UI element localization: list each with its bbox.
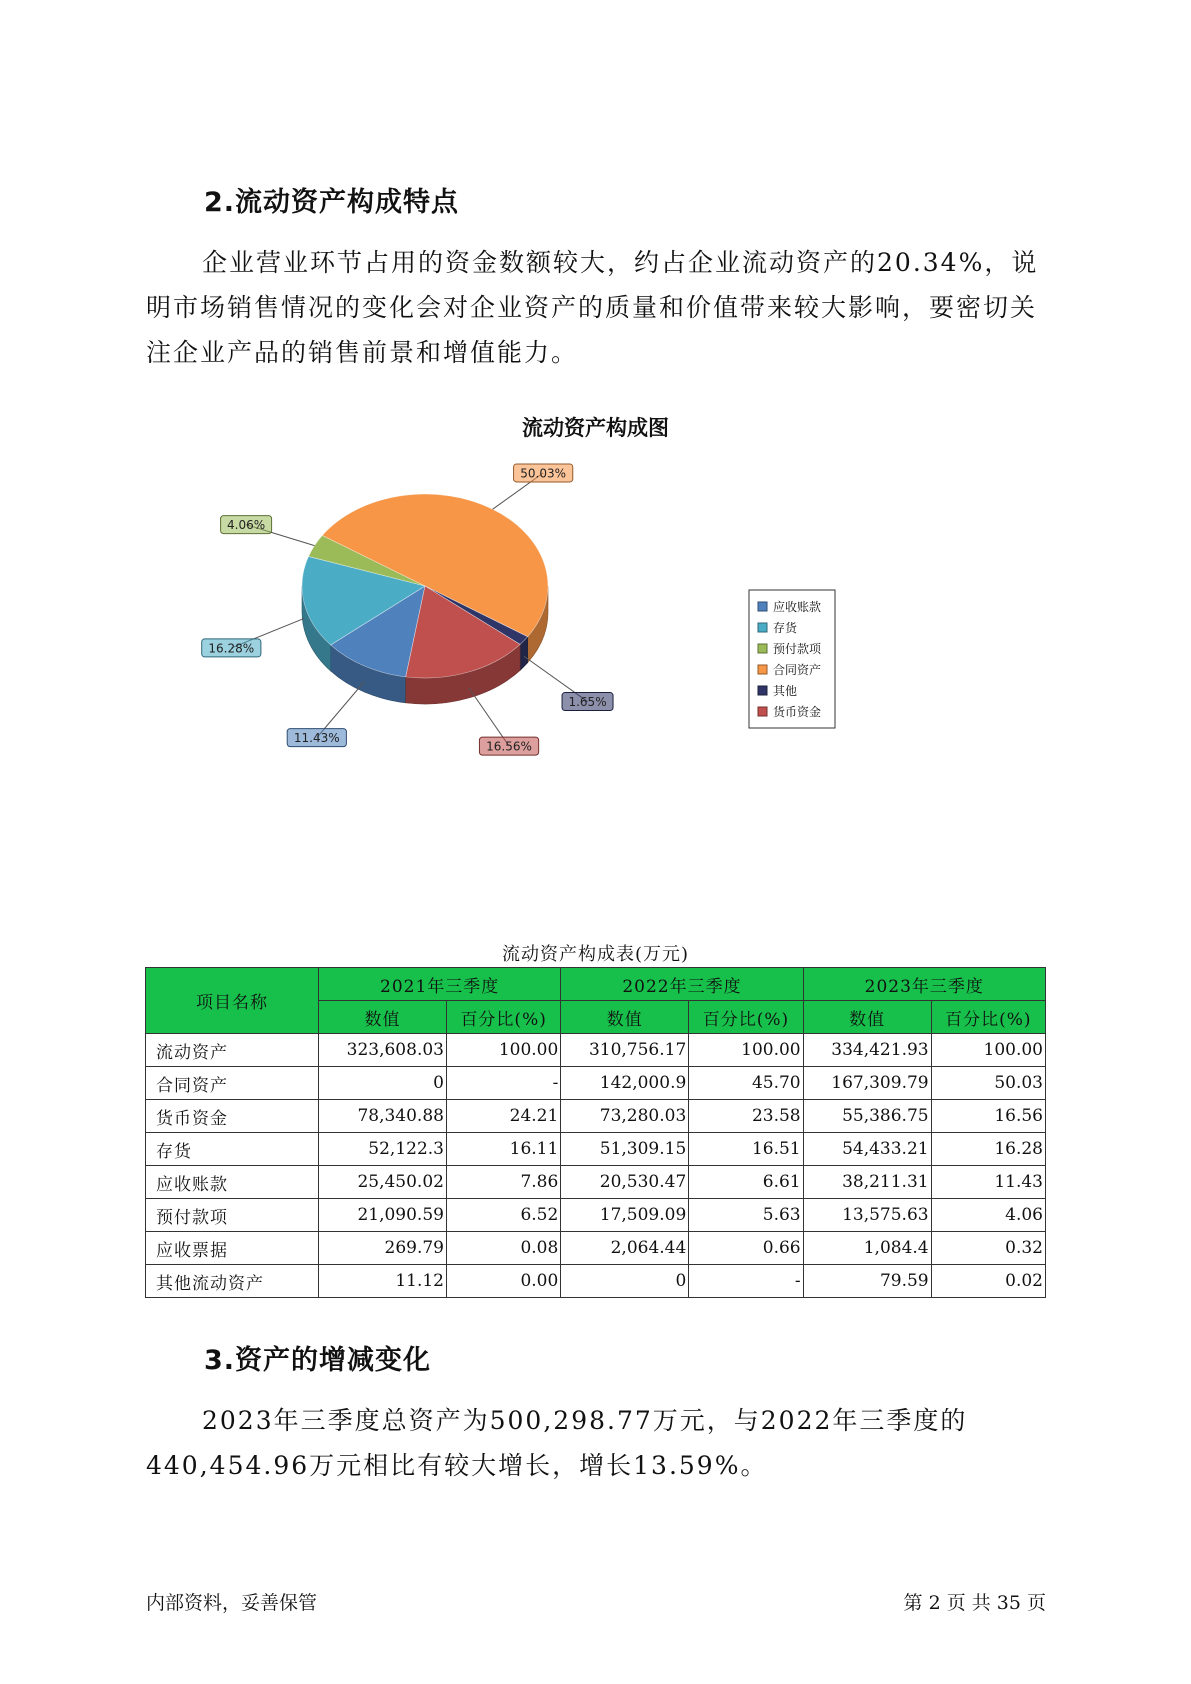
percent-cell: 100.00 [689,1034,803,1067]
legend-label: 合同资产 [773,663,822,677]
percent-cell: 45.70 [689,1067,803,1100]
value-cell: 0 [319,1067,447,1100]
value-cell: 79.59 [803,1265,931,1298]
value-cell: 0 [561,1265,689,1298]
legend-label: 货币资金 [773,705,822,719]
header-percent: 百分比(%) [689,1001,803,1034]
value-cell: 310,756.17 [561,1034,689,1067]
section-heading: 2.流动资产构成特点 [204,187,460,218]
value-cell: 11.12 [319,1265,447,1298]
percent-cell: 0.32 [931,1232,1045,1265]
data-label: 16.56% [486,739,532,754]
header-period: 2022年三季度 [561,968,803,1001]
header-percent: 百分比(%) [931,1001,1045,1034]
percent-cell: - [446,1067,560,1100]
table-row [146,1166,1046,1199]
value-cell: 78,340.88 [319,1100,447,1133]
table-row [146,1133,1046,1166]
section-heading: 3.资产的增减变化 [204,1345,432,1376]
table-row [146,1100,1046,1133]
percent-cell: 23.58 [689,1100,803,1133]
table-row [146,1067,1046,1100]
value-cell: 269.79 [319,1232,447,1265]
percent-cell: 16.28 [931,1133,1045,1166]
value-cell: 55,386.75 [803,1100,931,1133]
section-paragraph: 企业营业环节占用的资金数额较大，约占企业流动资产的20.34%，说明市场销售情况的变化会对企业资产的质量和价值带来较大影响，要密切关注企业产品的销售前景和增值能力。 [146,248,1039,367]
legend-swatch [758,707,767,716]
value-cell: 167,309.79 [803,1067,931,1100]
value-cell: 17,509.09 [561,1199,689,1232]
header-percent: 百分比(%) [446,1001,560,1034]
legend-label: 应收账款 [773,600,822,614]
legend-swatch [758,602,767,611]
legend-label: 其他 [773,684,798,698]
data-label: 4.06% [227,518,266,533]
table-row [146,1232,1046,1265]
row-label: 其他流动资产 [146,1265,319,1298]
percent-cell: 100.00 [446,1034,560,1067]
percent-cell: 24.21 [446,1100,560,1133]
value-cell: 73,280.03 [561,1100,689,1133]
header-value: 数值 [803,1001,931,1034]
header-value: 数值 [561,1001,689,1034]
value-cell: 142,000.9 [561,1067,689,1100]
legend-swatch [758,644,767,653]
percent-cell: 16.56 [931,1100,1045,1133]
value-cell: 51,309.15 [561,1133,689,1166]
value-cell: 2,064.44 [561,1232,689,1265]
data-label: 16.28% [208,641,255,656]
percent-cell: 4.06 [931,1199,1045,1232]
current-assets-table [145,967,1046,1298]
legend-swatch [758,686,767,695]
percent-cell: 0.08 [446,1232,560,1265]
table-row [146,1265,1046,1298]
data-label: 1.65% [568,695,607,710]
value-cell: 334,421.93 [803,1034,931,1067]
value-cell: 1,084.4 [803,1232,931,1265]
percent-cell: 100.00 [931,1034,1045,1067]
percent-cell: 5.63 [689,1199,803,1232]
data-label: 11.43% [293,731,340,746]
percent-cell: 7.86 [446,1166,560,1199]
percent-cell: 6.52 [446,1199,560,1232]
value-cell: 52,122.3 [319,1133,447,1166]
row-label: 货币资金 [146,1100,319,1133]
legend-label: 预付款项 [773,642,822,656]
percent-cell: 16.11 [446,1133,560,1166]
percent-cell: 0.00 [446,1265,560,1298]
percent-cell: 0.66 [689,1232,803,1265]
legend-swatch [758,665,767,674]
section-paragraph: 2023年三季度总资产为500,298.77万元，与2022年三季度的440,454.96万元相比有较大增长，增长13.59%。 [146,1406,968,1480]
percent-cell: - [689,1265,803,1298]
header-period: 2021年三季度 [319,968,561,1001]
page-number: 第 2 页 共 35 页 [903,1592,1046,1614]
row-label: 应收票据 [146,1232,319,1265]
percent-cell: 0.02 [931,1265,1045,1298]
percent-cell: 11.43 [931,1166,1045,1199]
value-cell: 13,575.63 [803,1199,931,1232]
data-label: 50.03% [520,466,567,481]
value-cell: 54,433.21 [803,1133,931,1166]
percent-cell: 50.03 [931,1067,1045,1100]
chart-title: 流动资产构成图 [522,416,669,440]
percent-cell: 6.61 [689,1166,803,1199]
table-row [146,1199,1046,1232]
header-value: 数值 [319,1001,447,1034]
percent-cell: 16.51 [689,1133,803,1166]
legend-label: 存货 [773,621,798,635]
header-item-name: 项目名称 [146,968,319,1034]
value-cell: 323,608.03 [319,1034,447,1067]
row-label: 流动资产 [146,1034,319,1067]
pie-chart [0,0,1191,800]
row-label: 存货 [146,1133,319,1166]
value-cell: 21,090.59 [319,1199,447,1232]
value-cell: 38,211.31 [803,1166,931,1199]
row-label: 合同资产 [146,1067,319,1100]
value-cell: 25,450.02 [319,1166,447,1199]
row-label: 应收账款 [146,1166,319,1199]
row-label: 预付款项 [146,1199,319,1232]
value-cell: 20,530.47 [561,1166,689,1199]
table-row [146,1034,1046,1067]
table-caption: 流动资产构成表(万元) [501,944,690,965]
header-period: 2023年三季度 [803,968,1045,1001]
footer-note: 内部资料，妥善保管 [146,1592,318,1614]
legend-swatch [758,623,767,632]
